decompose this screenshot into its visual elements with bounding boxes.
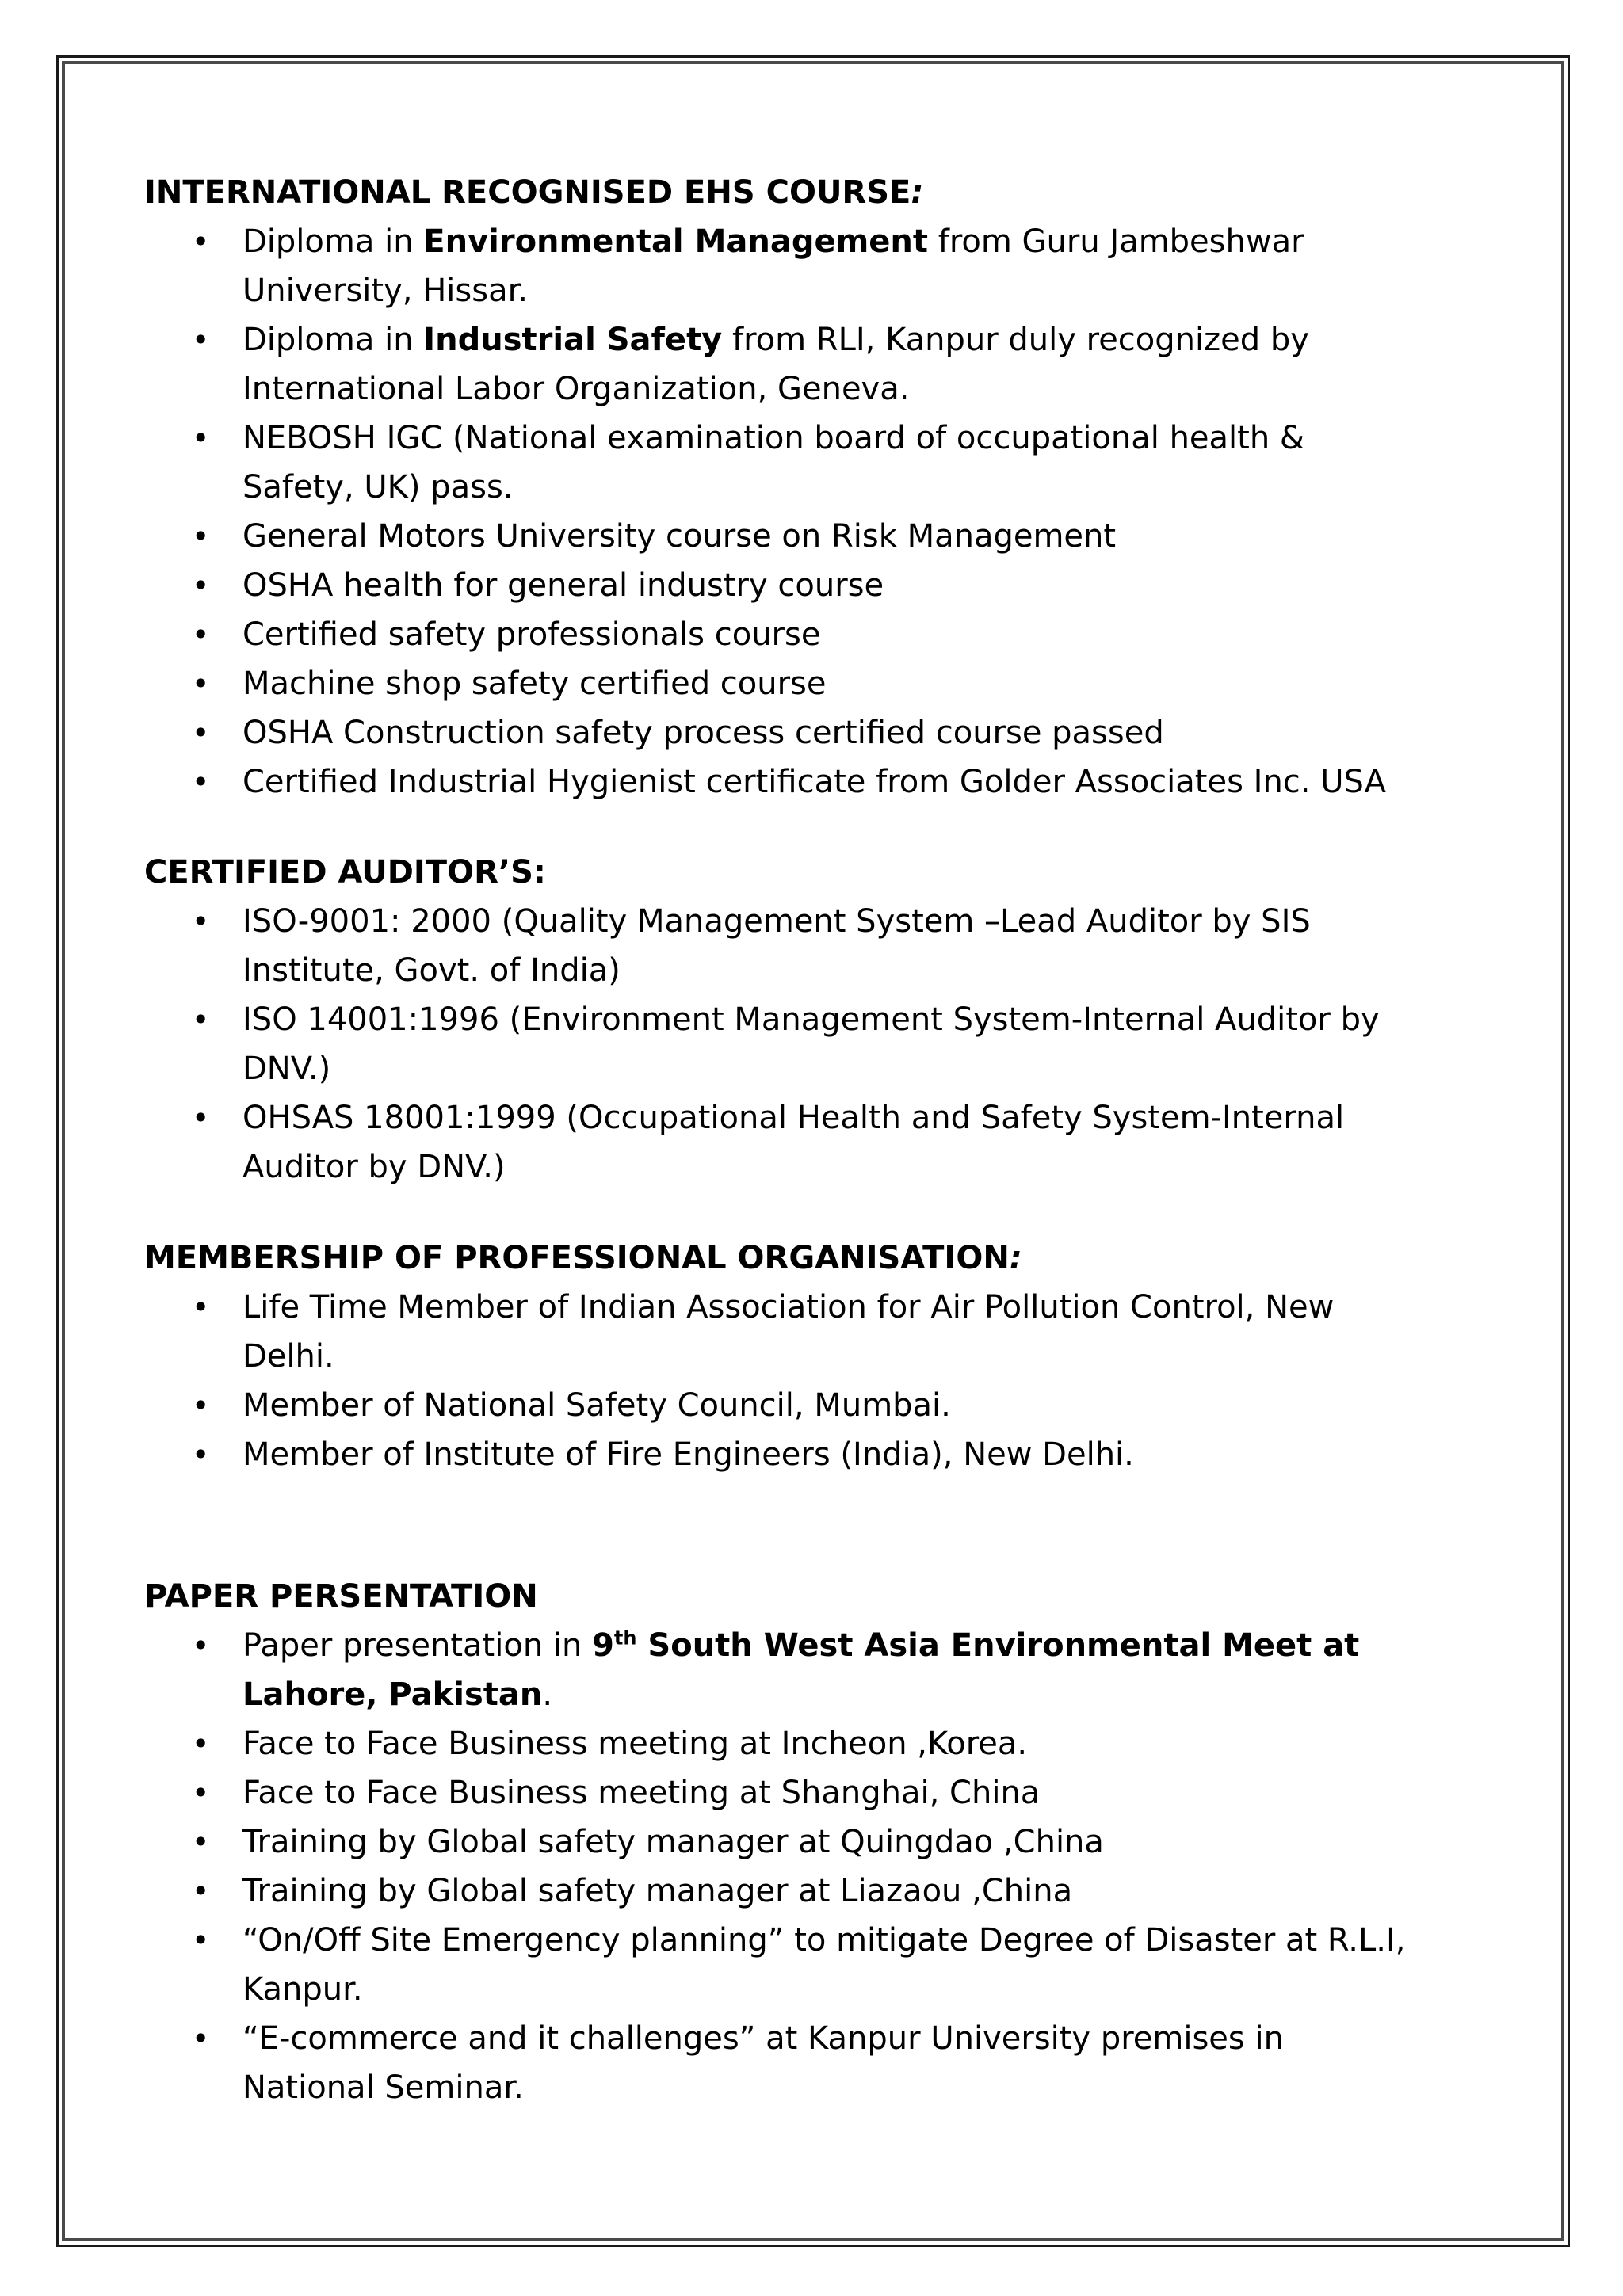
list-item: • Paper presentation in 9th South West Asia Environmental Meet at Lahore, Pakistan.: [192, 1627, 1360, 1713]
list-item: • Diploma in Environmental Management from Guru Jambeshwar University, Hissar.: [192, 223, 1304, 309]
list-item: • Training by Global safety manager at Quingdao ,China: [192, 1824, 1104, 1860]
list-item: • Face to Face Business meeting at Incheon ,Korea.: [192, 1726, 1028, 1762]
list-item: • Member of Institute of Fire Engineers (India), New Delhi.: [192, 1436, 1134, 1473]
section-heading: PAPER PERSENTATION: [144, 1578, 538, 1615]
section-heading: CERTIFIED AUDITOR’S:: [144, 854, 546, 891]
list-item: • ISO-9001: 2000 (Quality Management System –Lead Auditor by SIS Institute, Govt. of India): [192, 903, 1311, 989]
section-certified-auditor: [144, 848, 1507, 1192]
membership-list: [144, 1283, 1507, 1479]
list-item: • Certified Industrial Hygienist certificate from Golder Associates Inc. USA: [192, 764, 1386, 800]
list-item: • OSHA health for general industry course: [192, 567, 884, 604]
list-item: • NEBOSH IGC (National examination board of occupational health & Safety, UK) pass.: [192, 420, 1305, 505]
list-item: • OSHA Construction safety process certified course passed: [192, 715, 1164, 751]
paper-list: [144, 1621, 1507, 2112]
list-item: • Life Time Member of Indian Association for Air Pollution Control, New Delhi.: [192, 1289, 1335, 1375]
list-item: • Certified safety professionals course: [192, 616, 821, 653]
list-item: • “E-commerce and it challenges” at Kanpur University premises in National Seminar.: [192, 2020, 1284, 2106]
list-item: • Machine shop safety certified course: [192, 666, 827, 702]
section-paper-presentation: [144, 1572, 1507, 2112]
section-membership: [144, 1234, 1507, 1479]
list-item: • Diploma in Industrial Safety from RLI, Kanpur duly recognized by International Labor Organization, Geneva.: [192, 322, 1309, 407]
section-heading: INTERNATIONAL RECOGNISED EHS COURSE:: [144, 174, 924, 211]
list-item: • General Motors University course on Risk Management: [192, 518, 1117, 555]
list-item: • Training by Global safety manager at Liazaou ,China: [192, 1873, 1073, 1909]
list-item: • Face to Face Business meeting at Shanghai, China: [192, 1775, 1041, 1811]
section-ehs-courses: [144, 168, 1507, 807]
list-item: • ISO 14001:1996 (Environment Management System-Internal Auditor by DNV.): [192, 1001, 1380, 1087]
list-item: • “On/Off Site Emergency planning” to mitigate Degree of Disaster at R.L.I, Kanpur.: [192, 1922, 1406, 2008]
ehs-course-list: [144, 217, 1507, 807]
auditor-list: [144, 897, 1507, 1192]
section-heading: MEMBERSHIP OF PROFESSIONAL ORGANISATION:: [144, 1240, 1022, 1276]
list-item: • Member of National Safety Council, Mumbai.: [192, 1387, 951, 1424]
list-item: • OHSAS 18001:1999 (Occupational Health and Safety System-Internal Auditor by DNV.): [192, 1100, 1345, 1185]
